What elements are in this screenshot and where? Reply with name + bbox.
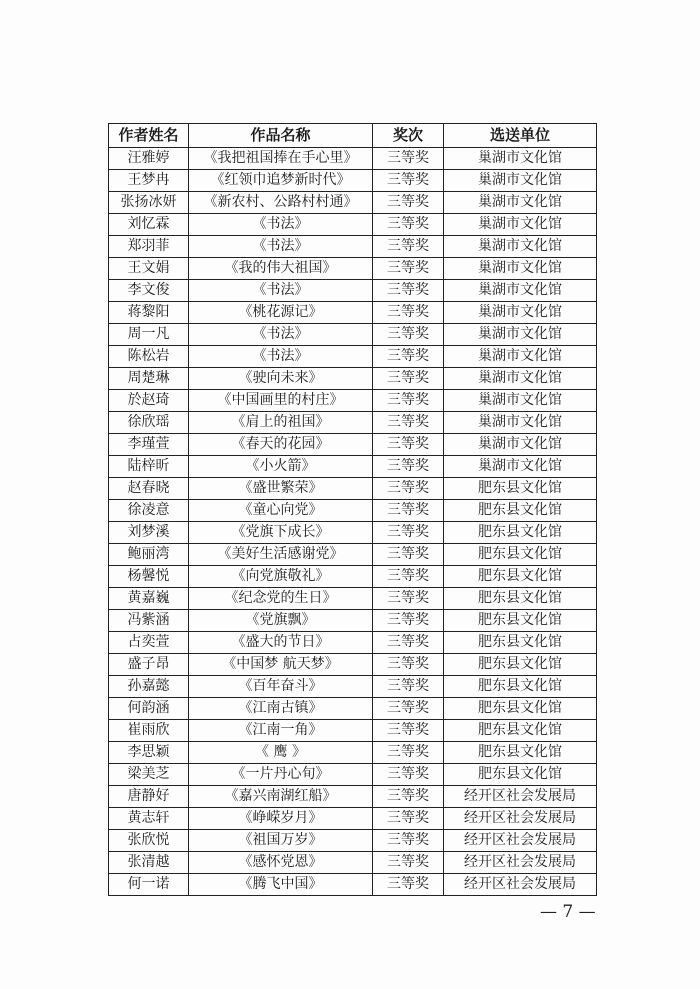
author-name-cell: 郑羽菲 [109, 236, 189, 258]
author-name-cell: 蒋黎阳 [109, 302, 189, 324]
work-title-cell: 《书法》 [189, 346, 373, 368]
table-header-row [109, 124, 597, 148]
submitting-unit-cell: 肥东县文化馆 [444, 478, 597, 500]
award-level-cell: 三等奖 [373, 500, 444, 522]
author-name-cell: 王梦冉 [109, 170, 189, 192]
award-level-cell: 三等奖 [373, 522, 444, 544]
author-name-cell: 周一凡 [109, 324, 189, 346]
submitting-unit-cell: 巢湖市文化馆 [444, 192, 597, 214]
award-level-cell: 三等奖 [373, 808, 444, 830]
work-title-cell: 《盛大的节日》 [189, 632, 373, 654]
award-level-cell: 三等奖 [373, 456, 444, 478]
award-level-cell: 三等奖 [373, 764, 444, 786]
submitting-unit-cell: 肥东县文化馆 [444, 500, 597, 522]
table-row [109, 654, 597, 676]
work-title-cell: 《江南古镇》 [189, 698, 373, 720]
submitting-unit-cell: 肥东县文化馆 [444, 588, 597, 610]
award-level-cell: 三等奖 [373, 786, 444, 808]
header-award-level: 奖次 [373, 124, 444, 148]
table-row [109, 522, 597, 544]
award-level-cell: 三等奖 [373, 170, 444, 192]
award-level-cell: 三等奖 [373, 148, 444, 170]
table-row [109, 500, 597, 522]
author-name-cell: 张清越 [109, 852, 189, 874]
table-row [109, 676, 597, 698]
work-title-cell: 《美好生活感谢党》 [189, 544, 373, 566]
work-title-cell: 《春天的花园》 [189, 434, 373, 456]
submitting-unit-cell: 肥东县文化馆 [444, 676, 597, 698]
submitting-unit-cell: 巢湖市文化馆 [444, 368, 597, 390]
submitting-unit-cell: 经开区社会发展局 [444, 830, 597, 852]
author-name-cell: 刘梦溪 [109, 522, 189, 544]
work-title-cell: 《驶向未来》 [189, 368, 373, 390]
award-level-cell: 三等奖 [373, 390, 444, 412]
award-level-cell: 三等奖 [373, 830, 444, 852]
award-level-cell: 三等奖 [373, 698, 444, 720]
table-row [109, 368, 597, 390]
award-level-cell: 三等奖 [373, 478, 444, 500]
work-title-cell: 《感怀党恩》 [189, 852, 373, 874]
submitting-unit-cell: 巢湖市文化馆 [444, 258, 597, 280]
work-title-cell: 《 鹰 》 [189, 742, 373, 764]
work-title-cell: 《江南一角》 [189, 720, 373, 742]
award-level-cell: 三等奖 [373, 544, 444, 566]
award-level-cell: 三等奖 [373, 434, 444, 456]
table-row [109, 412, 597, 434]
table-row [109, 280, 597, 302]
table-row [109, 874, 597, 896]
award-level-cell: 三等奖 [373, 258, 444, 280]
work-title-cell: 《书法》 [189, 324, 373, 346]
table-row [109, 544, 597, 566]
work-title-cell: 《小火箭》 [189, 456, 373, 478]
award-level-cell: 三等奖 [373, 566, 444, 588]
award-level-cell: 三等奖 [373, 346, 444, 368]
submitting-unit-cell: 巢湖市文化馆 [444, 346, 597, 368]
submitting-unit-cell: 巢湖市文化馆 [444, 236, 597, 258]
submitting-unit-cell: 经开区社会发展局 [444, 808, 597, 830]
table-row [109, 720, 597, 742]
submitting-unit-cell: 肥东县文化馆 [444, 720, 597, 742]
work-title-cell: 《党旗下成长》 [189, 522, 373, 544]
award-level-cell: 三等奖 [373, 236, 444, 258]
author-name-cell: 盛子昂 [109, 654, 189, 676]
award-level-cell: 三等奖 [373, 874, 444, 896]
work-title-cell: 《中国画里的村庄》 [189, 390, 373, 412]
table-row [109, 192, 597, 214]
work-title-cell: 《肩上的祖国》 [189, 412, 373, 434]
awards-table [108, 123, 597, 896]
submitting-unit-cell: 巢湖市文化馆 [444, 434, 597, 456]
award-level-cell: 三等奖 [373, 588, 444, 610]
submitting-unit-cell: 肥东县文化馆 [444, 742, 597, 764]
award-level-cell: 三等奖 [373, 720, 444, 742]
submitting-unit-cell: 肥东县文化馆 [444, 544, 597, 566]
author-name-cell: 张扬冰妍 [109, 192, 189, 214]
author-name-cell: 黄志轩 [109, 808, 189, 830]
work-title-cell: 《党旗飘》 [189, 610, 373, 632]
table-row [109, 456, 597, 478]
submitting-unit-cell: 巢湖市文化馆 [444, 170, 597, 192]
table-row [109, 808, 597, 830]
author-name-cell: 鲍丽湾 [109, 544, 189, 566]
award-level-cell: 三等奖 [373, 368, 444, 390]
table-row [109, 236, 597, 258]
award-level-cell: 三等奖 [373, 852, 444, 874]
work-title-cell: 《书法》 [189, 280, 373, 302]
author-name-cell: 陆梓昕 [109, 456, 189, 478]
table-row [109, 632, 597, 654]
table-row [109, 610, 597, 632]
work-title-cell: 《书法》 [189, 214, 373, 236]
author-name-cell: 张欣悦 [109, 830, 189, 852]
work-title-cell: 《书法》 [189, 236, 373, 258]
author-name-cell: 周楚琳 [109, 368, 189, 390]
award-level-cell: 三等奖 [373, 610, 444, 632]
work-title-cell: 《峥嵘岁月》 [189, 808, 373, 830]
submitting-unit-cell: 巢湖市文化馆 [444, 148, 597, 170]
page-number: — 7 — [540, 902, 596, 922]
author-name-cell: 孙嘉懿 [109, 676, 189, 698]
header-work-title: 作品名称 [189, 124, 373, 148]
award-level-cell: 三等奖 [373, 280, 444, 302]
awards-table-container [108, 123, 596, 896]
author-name-cell: 李思颖 [109, 742, 189, 764]
submitting-unit-cell: 肥东县文化馆 [444, 764, 597, 786]
table-row [109, 214, 597, 236]
table-row [109, 434, 597, 456]
work-title-cell: 《我的伟大祖国》 [189, 258, 373, 280]
table-row [109, 786, 597, 808]
work-title-cell: 《百年奋斗》 [189, 676, 373, 698]
award-level-cell: 三等奖 [373, 324, 444, 346]
submitting-unit-cell: 巢湖市文化馆 [444, 280, 597, 302]
table-row [109, 258, 597, 280]
work-title-cell: 《腾飞中国》 [189, 874, 373, 896]
work-title-cell: 《中国梦 航天梦》 [189, 654, 373, 676]
award-level-cell: 三等奖 [373, 654, 444, 676]
author-name-cell: 黄嘉巍 [109, 588, 189, 610]
work-title-cell: 《桃花源记》 [189, 302, 373, 324]
author-name-cell: 杨馨悦 [109, 566, 189, 588]
work-title-cell: 《嘉兴南湖红船》 [189, 786, 373, 808]
header-submitting-unit: 选送单位 [444, 124, 597, 148]
author-name-cell: 徐凌意 [109, 500, 189, 522]
award-level-cell: 三等奖 [373, 192, 444, 214]
work-title-cell: 《童心向党》 [189, 500, 373, 522]
work-title-cell: 《新农村、公路村村通》 [189, 192, 373, 214]
award-level-cell: 三等奖 [373, 302, 444, 324]
table-row [109, 830, 597, 852]
table-body [109, 148, 597, 896]
author-name-cell: 汪雅婷 [109, 148, 189, 170]
submitting-unit-cell: 肥东县文化馆 [444, 632, 597, 654]
award-level-cell: 三等奖 [373, 412, 444, 434]
author-name-cell: 於赵琦 [109, 390, 189, 412]
author-name-cell: 王文娟 [109, 258, 189, 280]
work-title-cell: 《祖国万岁》 [189, 830, 373, 852]
author-name-cell: 陈松岩 [109, 346, 189, 368]
submitting-unit-cell: 经开区社会发展局 [444, 874, 597, 896]
submitting-unit-cell: 肥东县文化馆 [444, 610, 597, 632]
author-name-cell: 唐静好 [109, 786, 189, 808]
award-level-cell: 三等奖 [373, 676, 444, 698]
submitting-unit-cell: 巢湖市文化馆 [444, 214, 597, 236]
submitting-unit-cell: 肥东县文化馆 [444, 698, 597, 720]
author-name-cell: 崔雨欣 [109, 720, 189, 742]
table-row [109, 588, 597, 610]
table-row [109, 170, 597, 192]
author-name-cell: 何一诺 [109, 874, 189, 896]
work-title-cell: 《向党旗敬礼》 [189, 566, 373, 588]
table-row [109, 742, 597, 764]
author-name-cell: 何韵涵 [109, 698, 189, 720]
table-row [109, 566, 597, 588]
award-level-cell: 三等奖 [373, 742, 444, 764]
table-row [109, 764, 597, 786]
author-name-cell: 冯紫涵 [109, 610, 189, 632]
table-row [109, 478, 597, 500]
table-row [109, 148, 597, 170]
work-title-cell: 《红领巾追梦新时代》 [189, 170, 373, 192]
award-level-cell: 三等奖 [373, 632, 444, 654]
author-name-cell: 李瑾萱 [109, 434, 189, 456]
work-title-cell: 《一片丹心旬》 [189, 764, 373, 786]
submitting-unit-cell: 巢湖市文化馆 [444, 302, 597, 324]
work-title-cell: 《纪念党的生日》 [189, 588, 373, 610]
author-name-cell: 赵春晓 [109, 478, 189, 500]
submitting-unit-cell: 肥东县文化馆 [444, 522, 597, 544]
table-row [109, 324, 597, 346]
author-name-cell: 徐欣瑶 [109, 412, 189, 434]
submitting-unit-cell: 巢湖市文化馆 [444, 390, 597, 412]
table-row [109, 698, 597, 720]
work-title-cell: 《盛世繁荣》 [189, 478, 373, 500]
table-row [109, 390, 597, 412]
submitting-unit-cell: 巢湖市文化馆 [444, 456, 597, 478]
submitting-unit-cell: 经开区社会发展局 [444, 786, 597, 808]
author-name-cell: 李文俊 [109, 280, 189, 302]
table-row [109, 346, 597, 368]
work-title-cell: 《我把祖国捧在手心里》 [189, 148, 373, 170]
author-name-cell: 梁美芝 [109, 764, 189, 786]
author-name-cell: 占奕萱 [109, 632, 189, 654]
table-row [109, 302, 597, 324]
submitting-unit-cell: 肥东县文化馆 [444, 566, 597, 588]
submitting-unit-cell: 肥东县文化馆 [444, 654, 597, 676]
author-name-cell: 刘忆霖 [109, 214, 189, 236]
submitting-unit-cell: 经开区社会发展局 [444, 852, 597, 874]
submitting-unit-cell: 巢湖市文化馆 [444, 412, 597, 434]
award-level-cell: 三等奖 [373, 214, 444, 236]
header-author-name: 作者姓名 [109, 124, 189, 148]
submitting-unit-cell: 巢湖市文化馆 [444, 324, 597, 346]
table-row [109, 852, 597, 874]
